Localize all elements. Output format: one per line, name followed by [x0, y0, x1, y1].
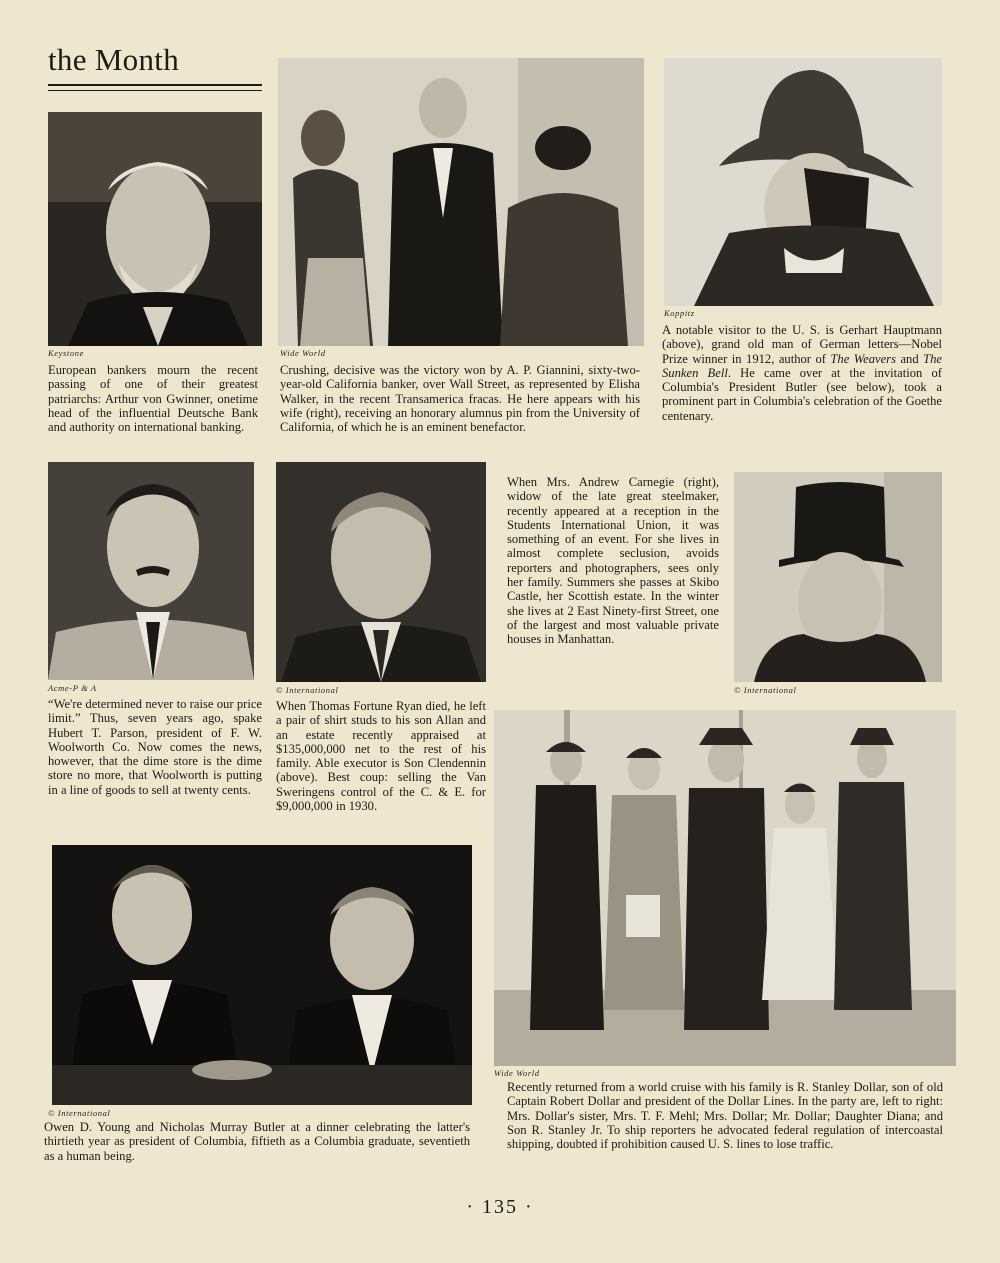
- caption-dollar: Recently returned from a world cruise with his family is R. Stanley Dollar, son of old Captain Robert Dollar and president of the Dollar Lines. In the party are, left to right: Mrs. Dollar's sister, Mrs. T. F. Mehl; Mrs. Dollar; Mr. Dollar; Daughter Diana; and Son R. Stanley Jr. To ship reporters he advocated federal regulation of intercoastal shipping, doubted if prohibition caused U. S. lines to lose traffic.: [507, 1080, 943, 1152]
- title-rule-thin: [48, 90, 262, 91]
- caption-parson: “We're determined never to raise our price limit.” Thus, seven years ago, spake Hubert T. Parson, president of F. W. Woolworth Co. Now comes the news, however, that the dime store is the dime store no more, that Woolworth is putting in a line of goods to sell at twenty cents.: [48, 697, 262, 797]
- photo-arthur-von-gwinner: [48, 112, 262, 346]
- book-title: The Sunken Bell: [662, 351, 942, 380]
- page-number: · 135 ·: [466, 1196, 534, 1218]
- photo-credit: © International: [48, 1108, 111, 1118]
- caption-carnegie: When Mrs. Andrew Carnegie (right), widow of the late great steelmaker, recently appeared at a reception in the Students International Union, it was something of an event. For she lives in almost complete seclusion, avoids reporters and photographers, sees only her family. Summers she passes at Skibo Castle, her Scottish estate. In the winter she lives at 2 East Ninety-first Street, one of the largest and most valuable private houses in Manhattan.: [507, 475, 719, 647]
- photo-dollar-family: [494, 710, 956, 1066]
- book-title: The Weavers: [830, 351, 896, 366]
- title-rule-thick: [48, 84, 262, 86]
- photo-hubert-parson: [48, 462, 254, 680]
- caption-hauptmann: [662, 323, 942, 423]
- caption-text: . He came over at the invitation of Columbia's President Butler (see below), took a prominent part in Columbia's celebration of the Goethe centenary.: [662, 365, 943, 423]
- caption-gwinner: European bankers mourn the recent passing of one of their greatest patriarchs: Arthur von Gwinner, onetime head of the influential Deutsche Bank and authority on international banking.: [48, 363, 258, 435]
- photo-credit: © International: [734, 685, 797, 695]
- photo-credit: Koppitz: [664, 308, 695, 318]
- photo-credit: Wide World: [494, 1068, 540, 1078]
- photo-clendennin-ryan: [276, 462, 486, 682]
- photo-credit: Wide World: [280, 348, 326, 358]
- caption-text: A notable visitor to the U. S. is Gerhart Hauptmann (above), grand old man of German letters—Nobel Prize winner in 1912, author of: [662, 323, 942, 366]
- photo-credit: Acme-P & A: [48, 683, 97, 693]
- page-title: the Month: [48, 42, 179, 77]
- photo-mrs-andrew-carnegie: [734, 472, 942, 682]
- caption-young-butler: Owen D. Young and Nicholas Murray Butler at a dinner celebrating the latter's thirtieth year as president of Columbia, fiftieth as a Columbia graduate, seventieth as a human being.: [44, 1120, 470, 1163]
- caption-giannini: Crushing, decisive was the victory won by A. P. Giannini, sixty-two-year-old California banker, over Wall Street, as represented by Elisha Walker, in the recent Transamerica fracas. He here appears with his wife (right), receiving an honorary alumnus pin from the University of California, of which he is an eminent benefactor.: [280, 363, 640, 435]
- photo-gerhart-hauptmann: [664, 58, 942, 306]
- photo-credit: Keystone: [48, 348, 84, 358]
- photo-credit: © International: [276, 685, 339, 695]
- photo-young-and-butler: [52, 845, 472, 1105]
- caption-text: and: [895, 351, 924, 366]
- caption-ryan: When Thomas Fortune Ryan died, he left a pair of shirt studs to his son Allan and an estate recently appraised at $135,000,000 net to the rest of his family. Able executor is Son Clendennin (above). Best coup: selling the Van Sweringens control of the C. & E. for $9,000,000 in 1930.: [276, 699, 486, 814]
- photo-giannini: [278, 58, 644, 346]
